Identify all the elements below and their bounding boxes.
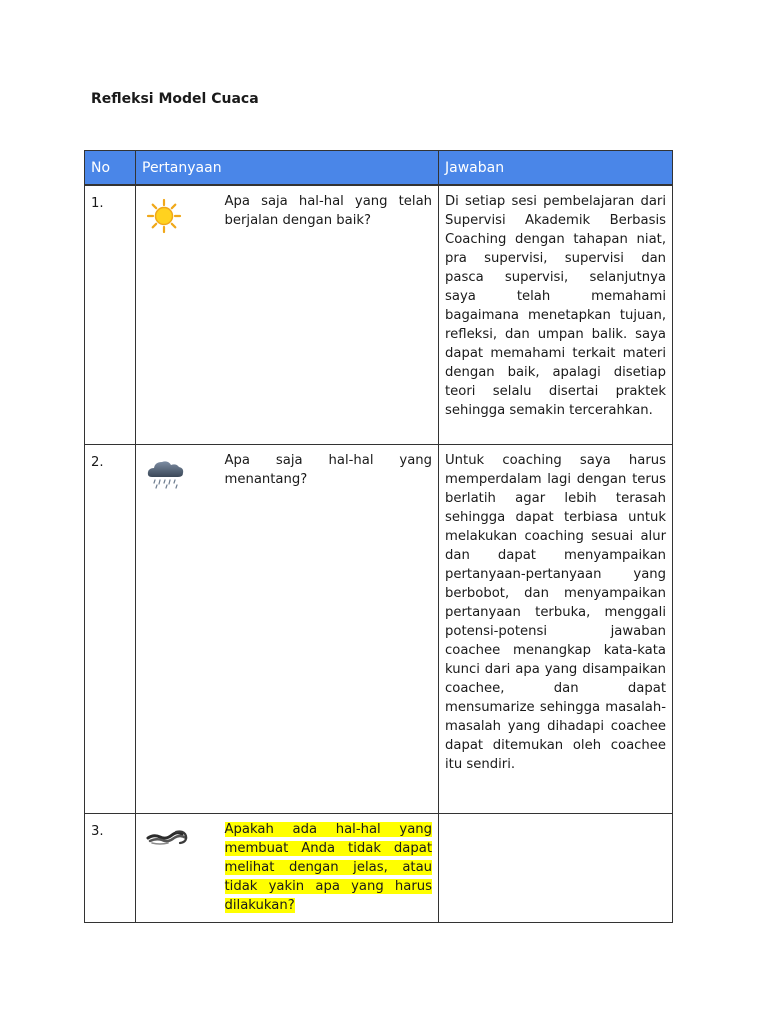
sun-icon xyxy=(146,198,182,234)
answer-text xyxy=(439,814,673,923)
table-row xyxy=(85,445,673,814)
header-question: Pertanyaan xyxy=(136,151,439,186)
reflection-table xyxy=(84,150,673,923)
answer-text: Untuk coaching saya harus memperdalam lagi dengan terus berlatih agar lebih terasah sehingga dapat terbiasa untuk melakukan coaching sesuai alur dan dapat menyampaikan pertanyaan-pertanyaan yang berbobot, dan menyampaikan pertanyaan terbuka, menggali potensi-potensi jawaban coachee menangkap kata-kata kunci dari apa yang disampaikan coachee, dan dapat mensumarize sehingga masalah-masalah yang dihadapi coachee dapat ditemukan oleh coachee itu sendiri. xyxy=(439,445,673,814)
table-header-row xyxy=(85,151,673,186)
row-number: 2. xyxy=(85,445,136,814)
answer-text: Di setiap sesi pembelajaran dari Supervisi Akademik Berbasis Coaching dengan tahapan niat, pra supervisi, supervisi dan pasca supervisi, selanjutnya saya telah memahami bagaimana menetapkan tujuan, refleksi, dan umpan balik. saya dapat memahami terkait materi dengan baik, apalagi disetiap teori selalu disertai praktek sehingga semakin tercerahkan. xyxy=(439,185,673,445)
header-answer: Jawaban xyxy=(439,151,673,186)
page-title: Refleksi Model Cuaca xyxy=(91,91,259,107)
question-text: Apakah ada hal-hal yang membuat Anda tidak dapat melihat dengan jelas, atau tidak yakin apa yang harus dilakukan? xyxy=(224,822,433,913)
question-text: Apa saja hal-hal yang menantang? xyxy=(219,445,439,814)
fog-icon xyxy=(146,826,190,848)
table-row xyxy=(85,185,673,445)
table-row xyxy=(85,814,673,923)
storm-cloud-icon xyxy=(146,457,186,491)
question-text: Apa saja hal-hal yang telah berjalan dengan baik? xyxy=(219,185,439,445)
header-no: No xyxy=(85,151,136,186)
row-number: 3. xyxy=(85,814,136,923)
row-number: 1. xyxy=(85,185,136,445)
